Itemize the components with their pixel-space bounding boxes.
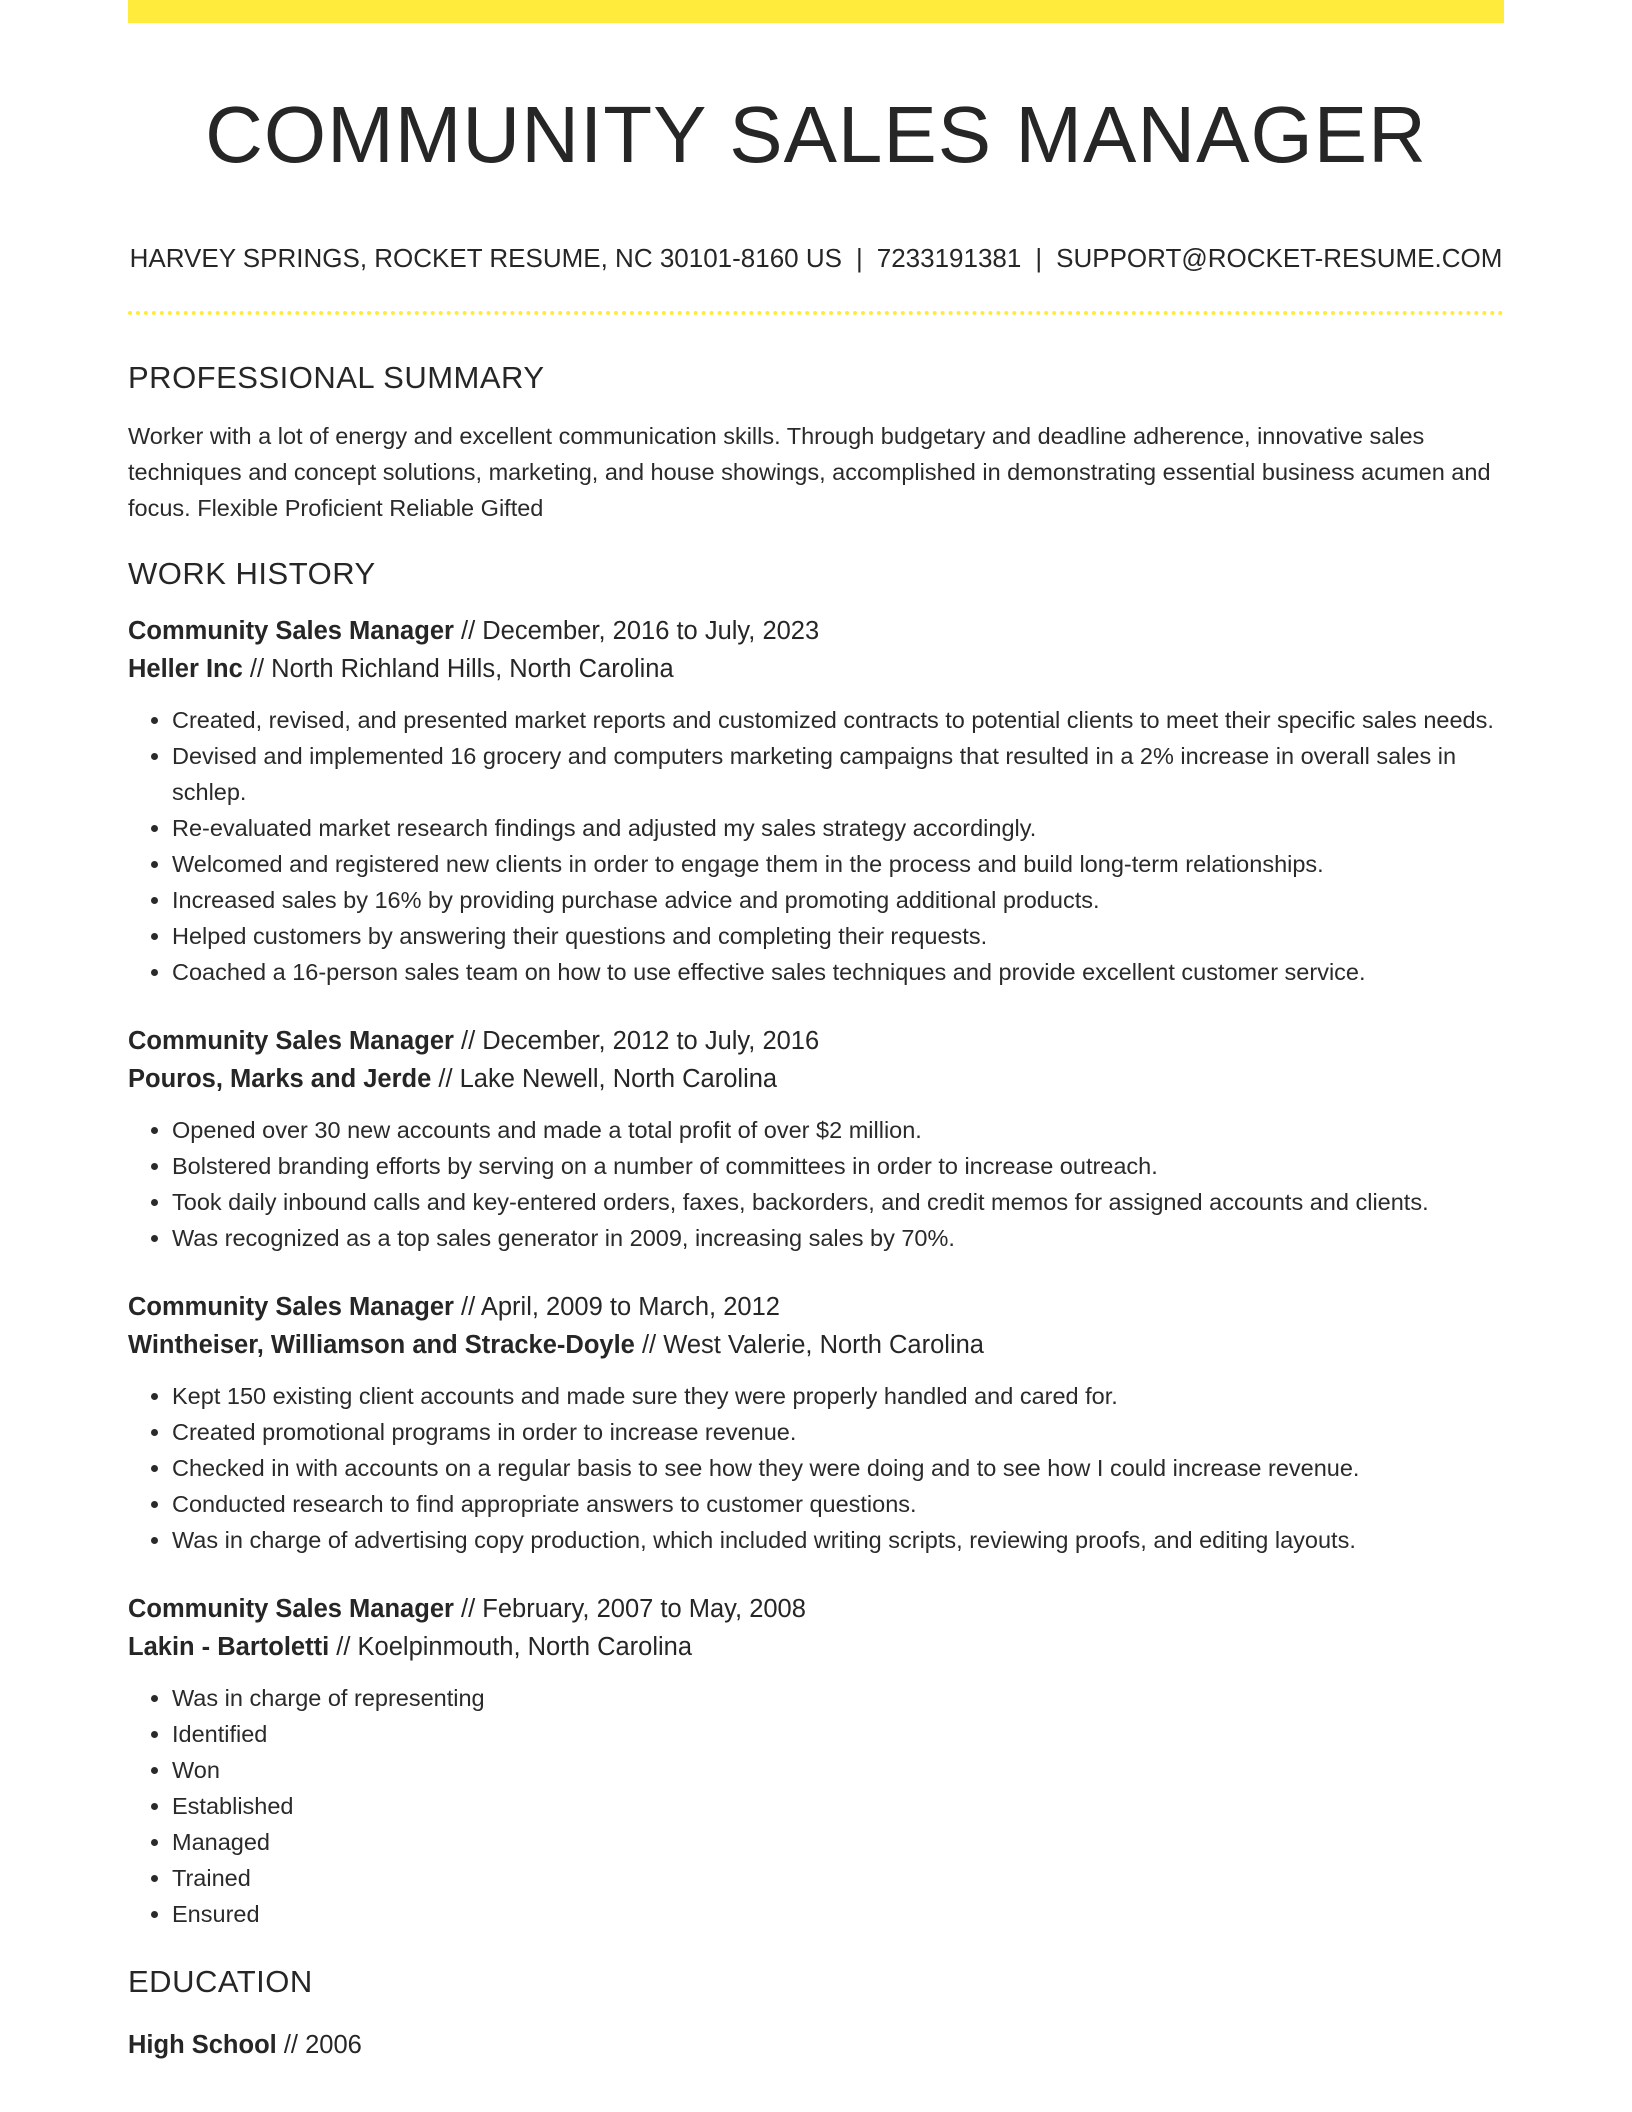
resume-title: COMMUNITY SALES MANAGER <box>205 90 1427 179</box>
job-company: Heller Inc <box>128 655 243 683</box>
job-title-line <box>128 612 1504 650</box>
contact-line <box>128 243 1504 273</box>
job-bullet: • Identified <box>172 1716 1504 1752</box>
job-title-line <box>128 1590 1504 1628</box>
job-title-line <box>128 1022 1504 1060</box>
job-company-line <box>128 650 1504 688</box>
job-company-line <box>128 1326 1504 1364</box>
education-year: // 2006 <box>283 2031 362 2059</box>
work-history-heading: WORK HISTORY <box>128 556 376 591</box>
job-bullet: • Was recognized as a top sales generator in 2009, increasing sales by 70%. <box>172 1220 1504 1256</box>
summary-heading: PROFESSIONAL SUMMARY <box>128 360 545 395</box>
job-bullet: • Coached a 16-person sales team on how to use effective sales techniques and provide excellent customer service. <box>172 954 1504 990</box>
job-bullet: • Won <box>172 1752 1504 1788</box>
job-entry <box>128 612 1504 990</box>
job-company-line <box>128 1628 1504 1666</box>
job-company: Wintheiser, Williamson and Stracke-Doyle <box>128 1331 635 1359</box>
job-spacer <box>454 617 461 645</box>
education-spacer <box>277 2031 284 2059</box>
job-bullet: • Was in charge of advertising copy production, which included writing scripts, reviewing proofs, and editing layouts. <box>172 1522 1504 1558</box>
job-bullet: • Checked in with accounts on a regular basis to see how they were doing and to see how I could increase revenue. <box>172 1450 1504 1486</box>
education-entry <box>128 2026 1504 2064</box>
job-entry <box>128 1022 1504 1256</box>
job-title: Community Sales Manager <box>128 1293 454 1321</box>
job-location: // West Valerie, North Carolina <box>641 1331 984 1359</box>
job-company-line <box>128 1060 1504 1098</box>
job-bullet: • Conducted research to find appropriate answers to customer questions. <box>172 1486 1504 1522</box>
job-location: // Lake Newell, North Carolina <box>438 1065 778 1093</box>
job-dates: // December, 2016 to July, 2023 <box>461 617 820 645</box>
job-bullet: • Established <box>172 1788 1504 1824</box>
job-bullet-list <box>128 1378 1504 1558</box>
job-bullet: • Re-evaluated market research findings and adjusted my sales strategy accordingly. <box>172 810 1504 846</box>
job-title: Community Sales Manager <box>128 1027 454 1055</box>
education-list <box>128 2026 1504 2064</box>
contact-phone[interactable]: 7233191381 <box>876 243 1022 273</box>
job-bullet: • Devised and implemented 16 grocery and computers marketing campaigns that resulted in a 2% increase in overall sales in schlep. <box>172 738 1504 810</box>
job-spacer <box>454 1595 461 1623</box>
education-degree: High School <box>128 2031 277 2059</box>
job-bullet: • Bolstered branding efforts by serving on a number of committees in order to increase outreach. <box>172 1148 1504 1184</box>
resume-page <box>128 0 1504 2064</box>
contact-email[interactable]: SUPPORT@ROCKET-RESUME.COM <box>1056 243 1503 273</box>
job-bullet: • Trained <box>172 1860 1504 1896</box>
job-bullet: • Increased sales by 16% by providing purchase advice and promoting additional products. <box>172 882 1504 918</box>
job-bullet: • Ensured <box>172 1896 1504 1932</box>
job-bullet: • Took daily inbound calls and key-entered orders, faxes, backorders, and credit memos for assigned accounts and clients. <box>172 1184 1504 1220</box>
job-company: Lakin - Bartoletti <box>128 1633 330 1661</box>
work-history-list <box>128 612 1504 1932</box>
job-entry <box>128 1288 1504 1558</box>
top-accent-bar <box>128 0 1504 23</box>
job-spacer <box>243 655 250 683</box>
job-company: Pouros, Marks and Jerde <box>128 1065 432 1093</box>
job-dates: // February, 2007 to May, 2008 <box>461 1595 806 1623</box>
job-bullet: • Helped customers by answering their questions and completing their requests. <box>172 918 1504 954</box>
contact-separator: | <box>855 243 863 273</box>
job-spacer <box>635 1331 642 1359</box>
job-location: // North Richland Hills, North Carolina <box>249 655 674 683</box>
summary-text: Worker with a lot of energy and excellent communication skills. Through budgetary and deadline adherence, innovative sales techniques and concept solutions, marketing, and house showings, accomplished in demonstrating essential business acumen and focus. Flexible Proficient Reliable Gifted <box>128 423 1491 521</box>
dotted-divider <box>128 311 1504 315</box>
job-title: Community Sales Manager <box>128 1595 454 1623</box>
contact-separator: | <box>1035 243 1043 273</box>
job-bullet: • Managed <box>172 1824 1504 1860</box>
job-bullet: • Kept 150 existing client accounts and made sure they were properly handled and cared for. <box>172 1378 1504 1414</box>
job-bullet: • Opened over 30 new accounts and made a total profit of over $2 million. <box>172 1112 1504 1148</box>
job-dates: // December, 2012 to July, 2016 <box>461 1027 820 1055</box>
job-bullet-list <box>128 1680 1504 1932</box>
job-spacer <box>454 1027 461 1055</box>
job-bullet: • Created, revised, and presented market reports and customized contracts to potential clients to meet their specific sales needs. <box>172 702 1504 738</box>
contact-address: HARVEY SPRINGS, ROCKET RESUME, NC 30101-8160 US <box>129 243 842 273</box>
job-spacer <box>454 1293 461 1321</box>
job-bullet: • Created promotional programs in order to increase revenue. <box>172 1414 1504 1450</box>
job-bullet-list <box>128 702 1504 990</box>
job-dates: // April, 2009 to March, 2012 <box>461 1293 780 1321</box>
job-location: // Koelpinmouth, North Carolina <box>336 1633 693 1661</box>
job-title: Community Sales Manager <box>128 617 454 645</box>
education-heading: EDUCATION <box>128 1964 313 1999</box>
job-bullet-list <box>128 1112 1504 1256</box>
job-entry <box>128 1590 1504 1932</box>
job-bullet: • Was in charge of representing <box>172 1680 1504 1716</box>
job-title-line <box>128 1288 1504 1326</box>
job-bullet: • Welcomed and registered new clients in order to engage them in the process and build long-term relationships. <box>172 846 1504 882</box>
